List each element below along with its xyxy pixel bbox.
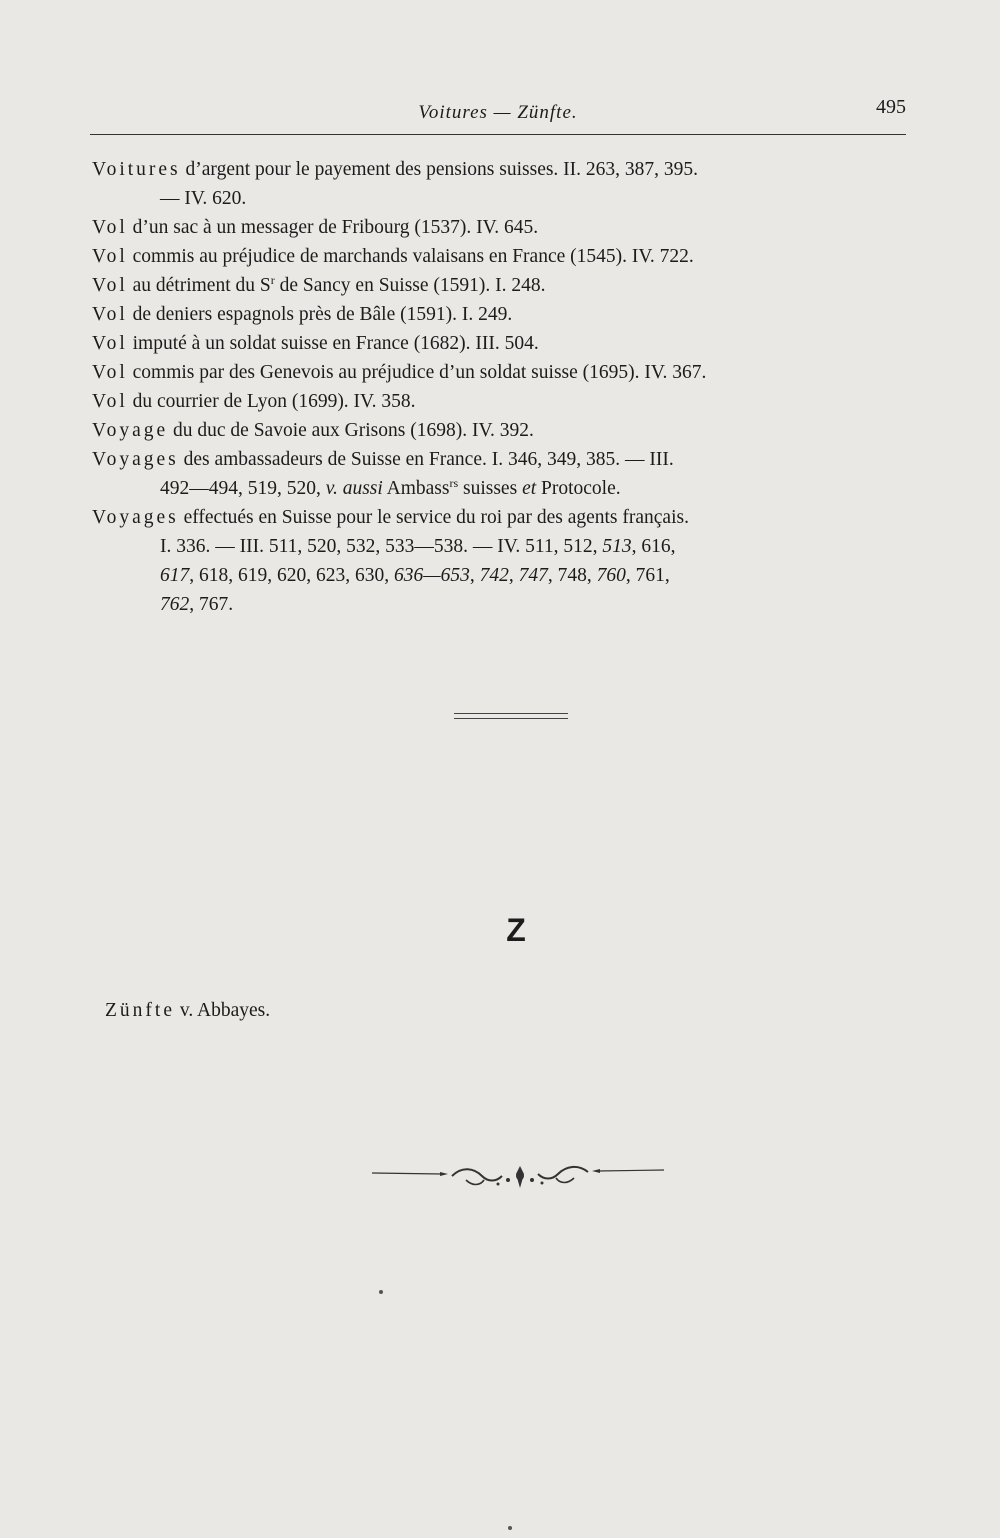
entry-continuation	[92, 590, 922, 619]
section-letter: Z	[506, 912, 526, 948]
entry-lead: Zünfte	[105, 1000, 175, 1021]
conjunction: et	[522, 478, 537, 499]
entry-text: au détriment du S	[127, 275, 271, 296]
index-entry	[92, 242, 922, 271]
page-refs: , 761,	[625, 565, 670, 586]
index-entries	[92, 155, 922, 619]
page-ref-italic: 513	[602, 536, 632, 557]
page-refs: 492—494, 519, 520,	[160, 478, 326, 499]
index-entry	[92, 329, 922, 358]
entry-text: de deniers espagnols près de Bâle (1591). I. 249.	[127, 304, 513, 325]
index-entry	[92, 387, 922, 416]
page-ref-italic: 762	[160, 594, 190, 615]
running-title: Voitures — Zünfte.	[418, 102, 578, 123]
superscript: rs	[449, 476, 459, 490]
entry-text: du courrier de Lyon (1699). IV. 358.	[127, 391, 416, 412]
page-refs: , 616,	[631, 536, 676, 557]
index-entry	[92, 271, 922, 300]
entry-lead: Vol	[92, 304, 128, 325]
page-refs: ,	[508, 565, 519, 586]
page-ref-italic: 742	[479, 565, 509, 586]
entry-text: commis par des Genevois au préjudice d’un soldat suisse (1695). IV. 367.	[127, 362, 707, 383]
page-number: 495	[876, 96, 906, 118]
entry-text: effectués en Suisse pour le service du roi par des agents français.	[178, 507, 689, 528]
entry-continuation	[92, 561, 922, 590]
index-entry	[92, 155, 922, 213]
entry-text: suisses	[458, 478, 523, 499]
entry-text: des ambassadeurs de Suisse en France. I. 346, 349, 385. — III.	[178, 449, 674, 470]
end-ornament-icon	[370, 1158, 666, 1198]
page-ref-italic: 747	[518, 565, 548, 586]
page-refs: , 748,	[547, 565, 597, 586]
entry-continuation	[92, 532, 922, 561]
page-refs: I. 336. — III. 511, 520, 532, 533—538. — IV. 511, 512,	[160, 536, 603, 557]
entry-lead: Voyages	[92, 507, 179, 528]
entry-text: d’argent pour le payement des pensions suisses. II. 263, 387, 395.	[180, 159, 699, 180]
entry-continuation: — IV. 620.	[160, 188, 247, 209]
entry-text: du duc de Savoie aux Grisons (1698). IV. 392.	[168, 420, 534, 441]
ink-speck	[508, 1526, 512, 1530]
entry-text: commis au préjudice de marchands valaisans en France (1545). IV. 722.	[127, 246, 694, 267]
entry-lead: Vol	[92, 275, 128, 296]
page-ref-italic: 636—653	[394, 565, 470, 586]
ink-speck	[379, 1290, 383, 1294]
entry-text: imputé à un soldat suisse en France (1682). III. 504.	[127, 333, 539, 354]
running-head	[90, 94, 906, 134]
entry-text: v. Abbayes.	[174, 1000, 271, 1021]
entry-lead: Vol	[92, 246, 128, 267]
section-separator-rule	[454, 713, 568, 719]
entry-lead: Vol	[92, 333, 128, 354]
index-entry	[92, 300, 922, 329]
index-entry	[92, 213, 922, 242]
entry-text: d’un sac à un messager de Fribourg (1537). IV. 645.	[127, 217, 539, 238]
entry-text: de Sancy en Suisse (1591). I. 248.	[274, 275, 546, 296]
entry-lead: Voyages	[92, 449, 179, 470]
page-ref-italic: 617	[160, 565, 190, 586]
index-entry	[92, 416, 922, 445]
entry-lead: Vol	[92, 391, 128, 412]
index-entry	[92, 358, 922, 387]
index-entry	[92, 503, 922, 619]
cross-ref-marker: v. aussi	[325, 478, 383, 499]
page-refs: , 618, 619, 620, 623, 630,	[189, 565, 394, 586]
entry-text: Ambass	[382, 478, 450, 499]
page-refs: , 767.	[189, 594, 234, 615]
index-entry	[105, 998, 270, 1024]
entry-continuation	[92, 474, 922, 503]
entry-lead: Vol	[92, 217, 128, 238]
header-rule	[90, 134, 906, 135]
page-refs: ,	[469, 565, 480, 586]
entry-lead: Voyage	[92, 420, 169, 441]
page-ref-italic: 760	[596, 565, 626, 586]
entry-lead: Vol	[92, 362, 128, 383]
superscript: r	[270, 273, 275, 287]
entry-lead: Voitures	[92, 159, 181, 180]
index-entry	[92, 445, 922, 503]
entry-text: Protocole.	[536, 478, 621, 499]
